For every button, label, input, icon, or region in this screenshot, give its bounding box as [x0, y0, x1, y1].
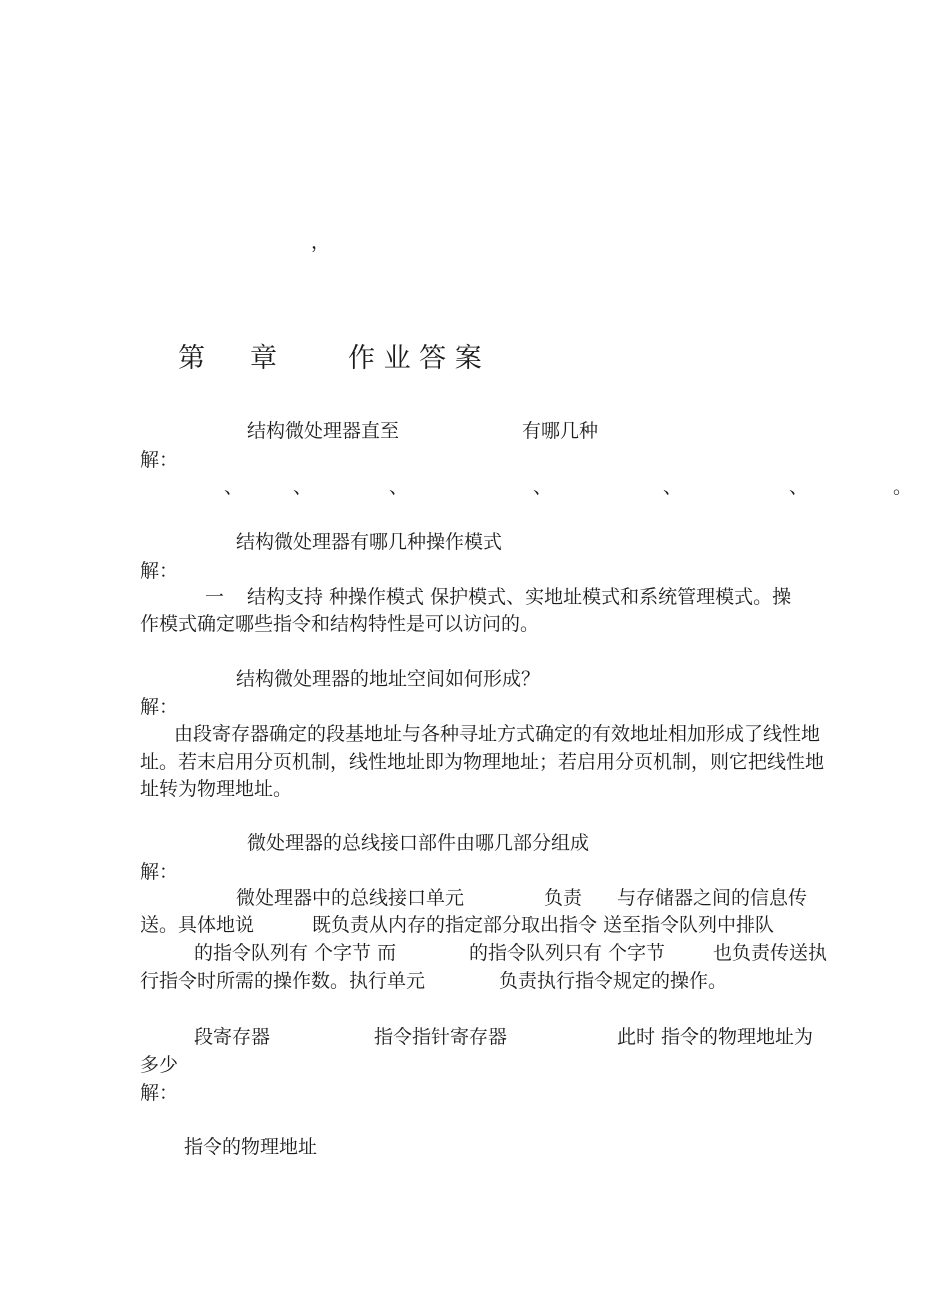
question-1-text-part2: 有哪几种: [522, 420, 599, 442]
answer-2-dash: 一: [205, 586, 225, 608]
stray-mark: ，: [311, 231, 331, 253]
answer-2-label: 解：: [140, 560, 179, 582]
answer-4-line2-part1: 送。具体地说: [140, 914, 255, 936]
answer-1-separator: 、: [224, 476, 244, 498]
answer-1-label: 解：: [140, 449, 179, 471]
answer-1-separator: 、: [533, 476, 553, 498]
question-5-part3: 此时 指令的物理地址为: [617, 1026, 814, 1048]
answer-4-line4-part2: 负责执行指令规定的操作。: [499, 970, 728, 992]
answer-4-line4-part1: 行指令时所需的操作数。执行单元: [140, 970, 426, 992]
question-3-text: 结构微处理器的地址空间如何形成？: [236, 668, 541, 690]
answer-1-separator: 、: [663, 476, 683, 498]
answer-1-separator: 。: [893, 476, 913, 498]
answer-3-line3: 址转为物理地址。: [140, 778, 293, 800]
answer-2-line2: 作模式确定哪些指令和结构特性是可以访问的。: [140, 613, 540, 635]
question-5-part1: 段寄存器: [194, 1026, 271, 1048]
answer-4-line3-part2: 的指令队列只有 个字节: [469, 942, 666, 964]
question-5-part2: 指令指针寄存器: [374, 1026, 508, 1048]
answer-3-line1: 由段寄存器确定的段基地址与各种寻址方式确定的有效地址相加形成了线性地: [174, 723, 821, 745]
chapter-title-word3: 作 业 答 案: [348, 343, 482, 374]
answer-4-line1-part3: 与存储器之间的信息传: [617, 887, 808, 909]
answer-1-separator: 、: [293, 476, 313, 498]
answer-5-label: 解：: [140, 1082, 179, 1104]
answer-4-line3-part1: 的指令队列有 个字节 而: [194, 942, 397, 964]
answer-4-line2-part2: 既负责从内存的指定部分取出指令 送至指令队列中排队: [312, 914, 775, 936]
chapter-title-word1: 第: [178, 343, 205, 374]
question-5-line2: 多少: [140, 1054, 179, 1076]
answer-2-line1: 结构支持 种操作模式 保护模式、实地址模式和系统管理模式。操: [247, 586, 792, 608]
question-2-text: 结构微处理器有哪几种操作模式: [236, 531, 503, 553]
answer-4-label: 解：: [140, 861, 179, 883]
answer-3-line2: 址。若末启用分页机制，线性地址即为物理地址；若启用分页机制，则它把线性地: [140, 751, 825, 773]
answer-3-label: 解：: [140, 696, 179, 718]
answer-4-line3-part3: 也负责传送执: [713, 942, 828, 964]
chapter-title-word2: 章: [250, 343, 277, 374]
answer-1-separator: 、: [389, 476, 409, 498]
answer-4-line1-part1: 微处理器中的总线接口单元: [236, 887, 465, 909]
question-1-text-part1: 结构微处理器直至: [247, 420, 400, 442]
answer-4-line1-part2: 负责: [544, 887, 583, 909]
answer-1-separator: 、: [789, 476, 809, 498]
answer-5-text: 指令的物理地址: [184, 1136, 318, 1158]
question-4-text: 微处理器的总线接口部件由哪几部分组成: [247, 832, 590, 854]
